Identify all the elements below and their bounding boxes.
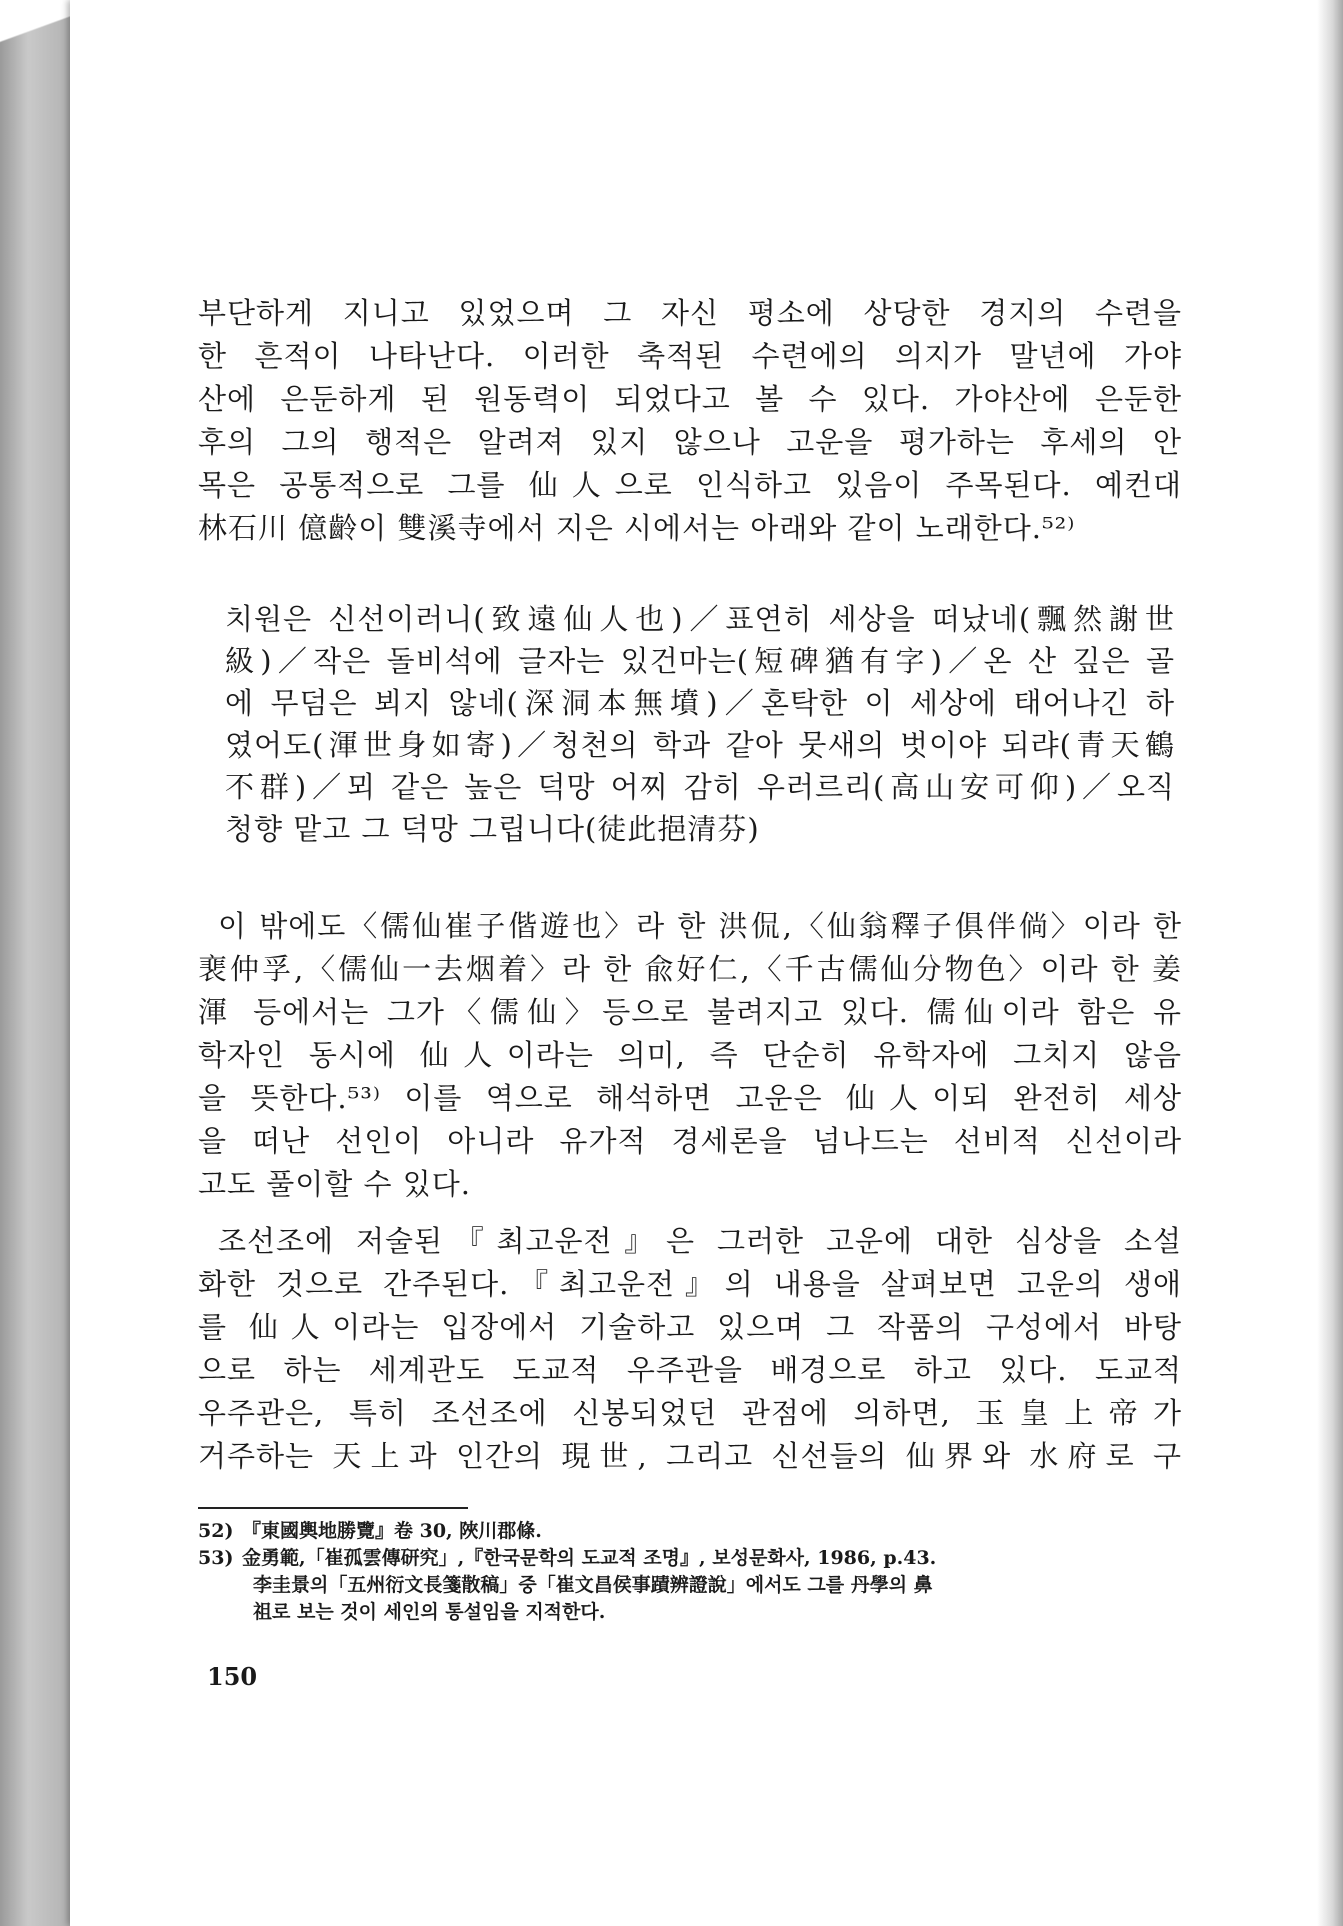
paragraph-2 bbox=[198, 905, 1182, 1206]
text-line: 후의 그의 행적은 알려져 있지 않으나 고운을 평가하는 후세의 안 bbox=[198, 425, 1182, 459]
text-line: 조선조에 저술된『최고운전』은 그러한 고운에 대한 심상을 소설 bbox=[218, 1224, 1182, 1258]
poem-line: 級)／작은 돌비석에 글자는 있건마는(短碑猶有字)／온 산 깊은 골 bbox=[225, 644, 1175, 678]
footnote-text: 『東國輿地勝覽』卷 30, 陜川郡條. bbox=[242, 1520, 542, 1542]
poem-line: 치원은 신선이러니(致遠仙人也)／표연히 세상을 떠났네(飄然謝世 bbox=[225, 602, 1175, 636]
text-line: 학자인 동시에 仙人이라는 의미, 즉 단순히 유학자에 그치지 않음 bbox=[198, 1038, 1182, 1072]
text-line: 이 밖에도〈儒仙崔子偕遊也〉라 한 洪侃,〈仙翁釋子俱伴倘〉이라 한 bbox=[218, 909, 1182, 943]
text-line: 부단하게 지니고 있었으며 그 자신 평소에 상당한 경지의 수련을 bbox=[198, 296, 1182, 330]
footnote-continuation: 李圭景의「五州衍文長箋散稿」중「崔文昌侯事蹟辨證說」에서도 그를 丹學의 鼻 bbox=[253, 1574, 933, 1596]
footnote-53 bbox=[198, 1545, 1182, 1572]
text-line: 林石川 億齡이 雙溪寺에서 지은 시에서는 아래와 같이 노래한다.⁵²⁾ bbox=[198, 511, 1076, 545]
footnote-52 bbox=[198, 1518, 1182, 1545]
text-line: 渾 등에서는 그가〈儒仙〉등으로 불려지고 있다. 儒仙이라 함은 유 bbox=[198, 995, 1182, 1029]
footnote-number: 52) bbox=[198, 1520, 234, 1542]
text-line: 을 떠난 선인이 아니라 유가적 경세론을 넘나드는 선비적 신선이라 bbox=[198, 1124, 1182, 1158]
text-line: 裵仲孚,〈儒仙一去烟着〉라 한 兪好仁,〈千古儒仙分物色〉이라 한 姜 bbox=[198, 952, 1182, 986]
footnote-text: 金勇範,「崔孤雲傳研究」,『한국문학의 도교적 조명』, 보성문화사, 1986, p.43. bbox=[242, 1547, 937, 1569]
spine-corner bbox=[0, 0, 70, 60]
text-line: 을 뜻한다.⁵³⁾ 이를 역으로 해석하면 고운은 仙人이되 완전히 세상 bbox=[198, 1081, 1182, 1115]
poem-line: 였어도(渾世身如寄)／청천의 학과 같아 뭇새의 벗이야 되랴(青天鶴 bbox=[225, 728, 1175, 762]
page-number: 150 bbox=[207, 1662, 258, 1691]
text-line: 고도 풀이할 수 있다. bbox=[198, 1167, 471, 1201]
text-line: 화한 것으로 간주된다.『최고운전』의 내용을 살펴보면 고운의 생애 bbox=[198, 1267, 1182, 1301]
text-line: 거주하는 天上과 인간의 現世, 그리고 신선들의 仙界와 水府로 구 bbox=[198, 1439, 1182, 1473]
text-line: 목은 공통적으로 그를 仙人으로 인식하고 있음이 주목된다. 예컨대 bbox=[198, 468, 1182, 502]
footnote-continuation: 祖로 보는 것이 세인의 통설임을 지적한다. bbox=[253, 1601, 606, 1623]
poem-line: 에 무덤은 뵈지 않네(深洞本無墳)／혼탁한 이 세상에 태어나긴 하 bbox=[225, 686, 1175, 720]
poem-line: 不群)／뫼 같은 높은 덕망 어찌 감히 우러르리(高山安可仰)／오직 bbox=[225, 770, 1175, 804]
text-line: 한 흔적이 나타난다. 이러한 축적된 수련에의 의지가 말년에 가야 bbox=[198, 339, 1182, 373]
text-line: 산에 은둔하게 된 원동력이 되었다고 볼 수 있다. 가야산에 은둔한 bbox=[198, 382, 1182, 416]
text-line: 를 仙人이라는 입장에서 기술하고 있으며 그 작품의 구성에서 바탕 bbox=[198, 1310, 1182, 1344]
footnote-divider bbox=[198, 1507, 468, 1509]
poem-line: 청향 맡고 그 덕망 그립니다(徒此挹清芬) bbox=[225, 812, 760, 846]
paragraph-1 bbox=[198, 292, 1182, 550]
quoted-poem bbox=[225, 598, 1175, 850]
footnote-number: 53) bbox=[198, 1547, 234, 1569]
page-edge bbox=[1317, 0, 1343, 1926]
paragraph-3 bbox=[198, 1220, 1182, 1478]
text-line: 으로 하는 세계관도 도교적 우주관을 배경으로 하고 있다. 도교적 bbox=[198, 1353, 1182, 1387]
book-spine bbox=[0, 0, 70, 1926]
footnotes bbox=[198, 1518, 1182, 1626]
text-line: 우주관은, 특히 조선조에 신봉되었던 관점에 의하면, 玉皇上帝가 bbox=[198, 1396, 1182, 1430]
